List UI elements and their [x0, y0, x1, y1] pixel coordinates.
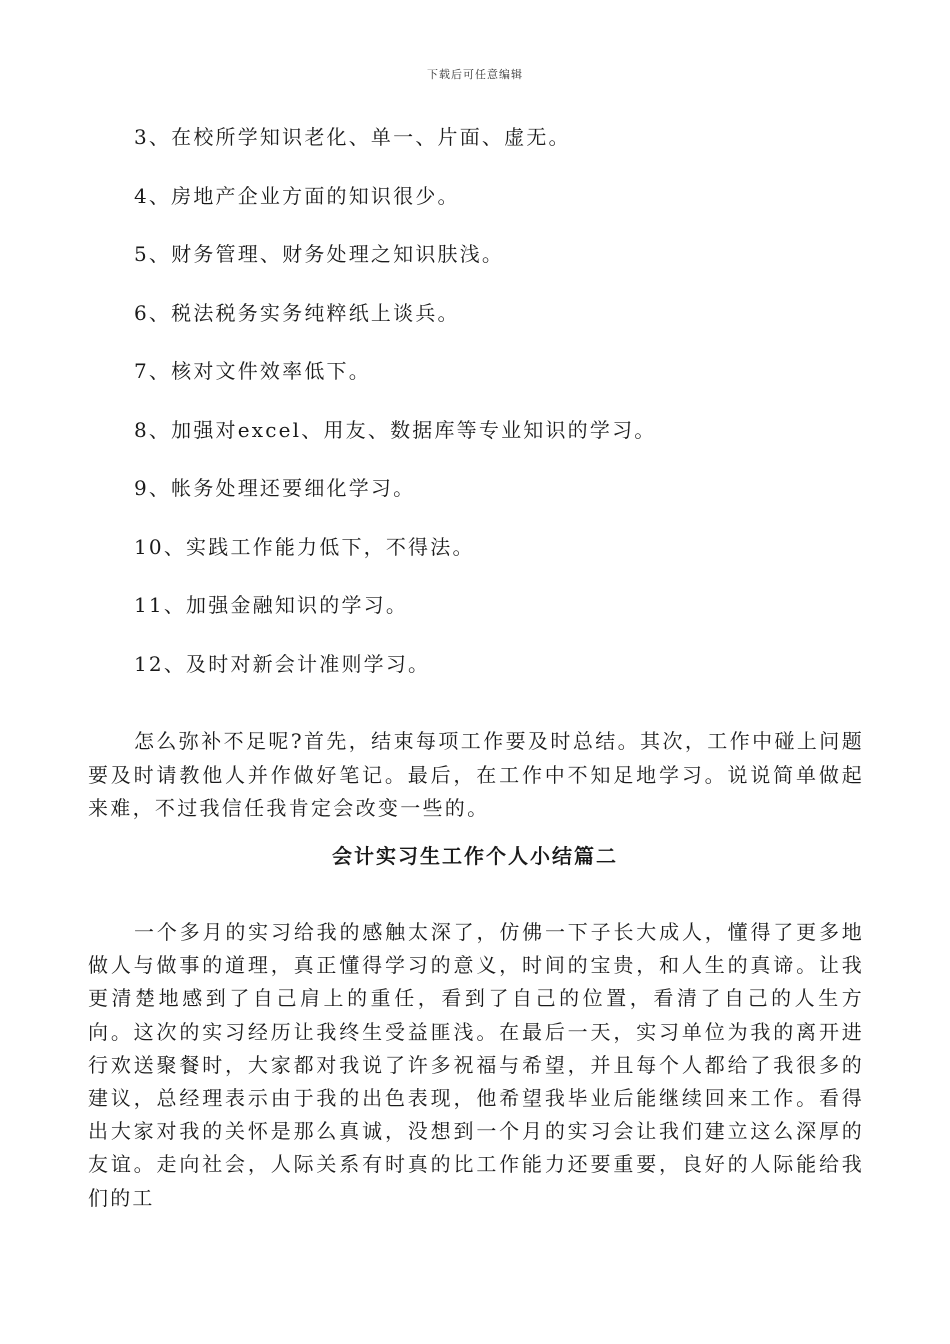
- page-header-note: 下载后可任意编辑: [427, 68, 523, 81]
- list-item: 11、加强金融知识的学习。: [134, 593, 409, 617]
- section-title: 会计实习生工作个人小结篇二: [332, 844, 618, 868]
- list-item: 6、税法税务实务纯粹纸上谈兵。: [134, 300, 460, 325]
- list-item: 8、加强对excel、用友、数据库等专业知识的学习。: [134, 417, 657, 442]
- list-item: 3、在校所学知识老化、单一、片面、虚无。: [134, 125, 571, 149]
- paragraph-reflection: 一个多月的实习给我的感触太深了，仿佛一下子长大成人，懂得了更多地做人与做事的道理，真正懂得学习的意义，时间的宝贵，和人生的真谛。让我更清楚地感到了自己肩上的重任，看到了自己的位置，看清了自己的人生方向。这次的实习经历让我终生受益匪浅。在最后一天，实习单位为我的离开进行欢送聚餐时，大家都对我说了许多祝福与希望，并且每个人都给了我很多的建议，总经理表示由于我的出色表现，他希望我毕业后能继续回来工作。看得出大家对我的关怀是那么真诚，没想到一个月的实习会让我们建立这么深厚的友谊。走向社会，人际关系有时真的比工作能力还要重要，良好的人际能给我们的工: [88, 920, 864, 1210]
- list-item: 7、核对文件效率低下。: [134, 359, 371, 383]
- list-item: 12、及时对新会计准则学习。: [134, 651, 431, 676]
- list-item: 9、帐务处理还要细化学习。: [134, 476, 416, 500]
- list-item: 5、财务管理、财务处理之知识肤浅。: [134, 242, 505, 266]
- paragraph-improvement: 怎么弥补不足呢?首先，结束每项工作要及时总结。其次，工作中碰上问题要及时请教他人并作做好笔记。最后，在工作中不知足地学习。说说简单做起来难，不过我信任我肯定会改变一些的。: [88, 729, 864, 821]
- numbered-list: [134, 118, 854, 703]
- list-item: 10、实践工作能力低下，不得法。: [134, 534, 475, 559]
- list-item: 4、房地产企业方面的知识很少。: [134, 183, 460, 208]
